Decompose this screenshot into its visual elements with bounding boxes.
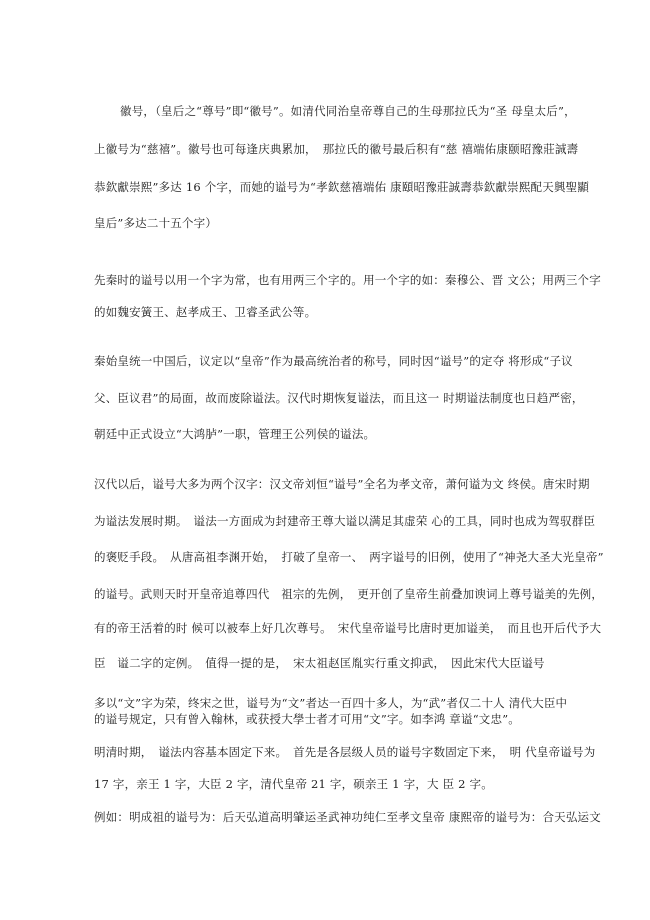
paragraph-1-line-3: 恭欽獻崇熙”多达 16 个字，而她的谥号为“孝欽慈禧端佑 康頤昭豫莊誠壽恭欽獻崇熙配天興聖顯 <box>94 180 590 194</box>
paragraph-3-line-3: 朝廷中正式设立“大鸿胪”一职，管理王公列侯的谥法。 <box>94 427 376 441</box>
paragraph-1-line-1: 徽号，（皇后之“尊号”即“徽号”。如清代同治皇帝尊自己的生母那拉氏为“圣 母皇太后”， <box>120 104 576 118</box>
paragraph-1-line-4: 皇后”多达二十五个字） <box>94 216 218 230</box>
paragraph-4-line-5: 有的帝王活着的时 候可以被奉上好几次尊号。 宋代皇帝谥号比唐时更加谥美， 而且也开后代予大 <box>94 621 602 635</box>
paragraph-7-line-1: 例如：明成祖的谥号为：后天弘道高明肇运圣武神功纯仁至孝文皇帝 康熙帝的谥号为：合天弘运文 <box>94 810 601 824</box>
paragraph-4-line-3: 的褒贬手段。 从唐高祖李渊开始， 打破了皇帝一、 两字谥号的旧例，使用了“神尧大圣大光皇帝” <box>94 550 604 564</box>
paragraph-3-line-1: 秦始皇统一中国后，议定以“皇帝”作为最高统治者的称号，同时因“谥号”的定夺 将形成“子议 <box>94 354 573 368</box>
paragraph-4-line-6: 臣 谥二字的定例。 值得一提的是， 宋太祖赵匡胤实行重文抑武， 因此宋代大臣谥号 <box>94 656 545 670</box>
paragraph-5-line-2: 的谥号规定，只有曾入翰林，或获授大學士者才可用“文”字。如李鸿 章谥“文忠”。 <box>94 712 520 726</box>
paragraph-4-line-4: 的谥号。武则天时开皇帝追尊四代 祖宗的先例， 更开创了皇帝生前叠加谀词上尊号谥美的先例， <box>94 587 604 601</box>
paragraph-3-line-2: 父、臣议君”的局面，故而废除谥法。汉代时期恢复谥法，而且这一 时期谥法制度也日趋严密， <box>94 391 584 405</box>
paragraph-6-line-2: 17 字，亲王 1 字，大臣 2 字，清代皇帝 21 字，硕亲王 1 字，大 臣 2 字。 <box>94 777 493 791</box>
paragraph-2-line-1: 先秦时的谥号以用一个字为常，也有用两三个字的。用一个字的如：秦穆公、晋 文公；用两三个字 <box>94 273 601 287</box>
paragraph-2-line-2: 的如魏安簧王、赵孝成王、卫睿圣武公等。 <box>94 305 317 319</box>
paragraph-4-line-2: 为谥法发展时期。 谥法一方面成为封建帝王尊大谥以满足其虚荣 心的工具，同时也成为驾驭群臣 <box>94 514 596 528</box>
paragraph-1-line-2: 上徽号为“慈禧”。徽号也可每逢庆典累加， 那拉氏的徽号最后积有“慈 禧端佑康颐昭豫莊誠壽 <box>94 142 579 156</box>
paragraph-5-line-1: 多以“文”字为荣，终宋之世，谥号为“文”者达一百四十多人，为“武”者仅二十人 清代大臣中 <box>94 696 568 710</box>
paragraph-6-line-1: 明清时期， 谥法内容基本固定下来。 首先是各层级人员的谥号字数固定下来， 明 代皇帝谥号为 <box>94 745 596 759</box>
paragraph-4-line-1: 汉代以后，谥号大多为两个汉字：汉文帝刘恒“谥号”全名为孝文帝，萧何谥为文 终侯。唐宋时期 <box>94 477 590 491</box>
